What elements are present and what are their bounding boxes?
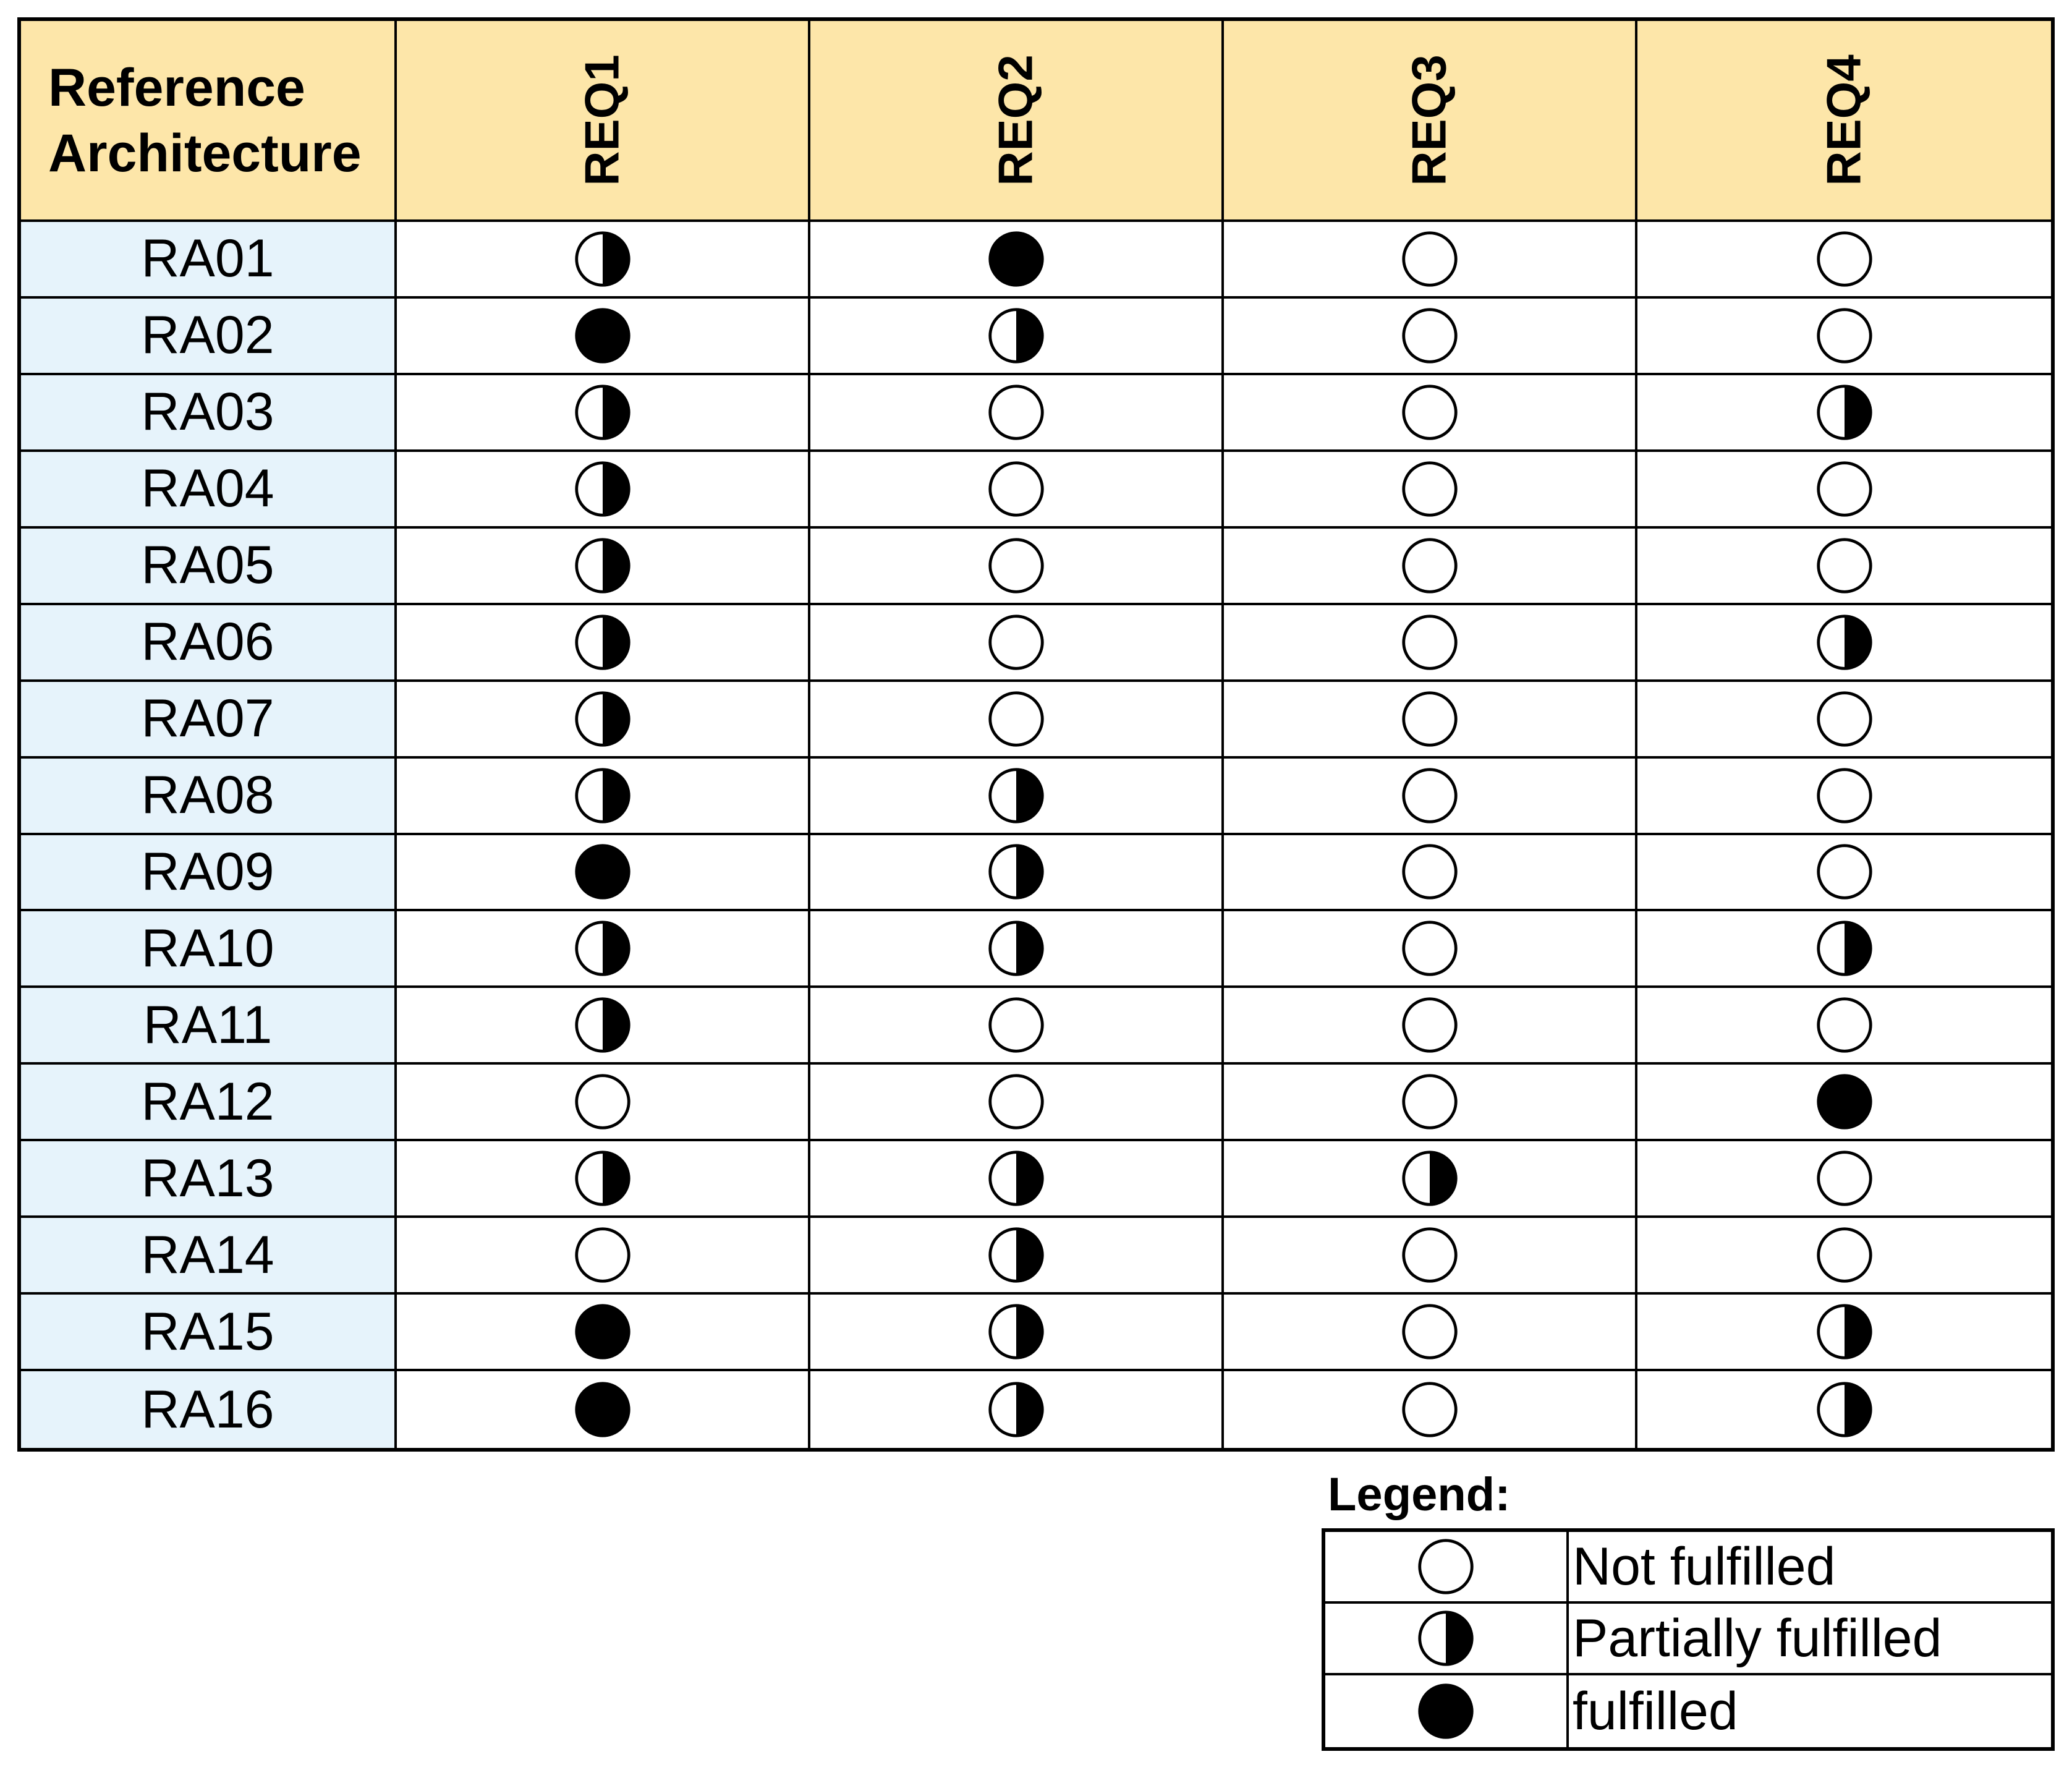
half-filled-circle-icon bbox=[573, 689, 632, 749]
status-cell bbox=[397, 299, 810, 375]
requirements-table bbox=[17, 17, 2055, 1452]
status-cell bbox=[1637, 299, 2051, 375]
filled-circle-icon bbox=[1815, 1072, 1874, 1131]
status-cell bbox=[397, 529, 810, 605]
row-label bbox=[21, 911, 397, 988]
empty-circle-icon bbox=[1400, 306, 1459, 365]
empty-circle-icon bbox=[1815, 306, 1874, 365]
row-label bbox=[21, 759, 397, 835]
status-cell bbox=[397, 988, 810, 1065]
half-filled-circle-icon bbox=[987, 919, 1046, 978]
column-header bbox=[1637, 21, 2051, 222]
row-label-text: RA03 bbox=[141, 382, 274, 442]
empty-circle-icon bbox=[1400, 995, 1459, 1055]
row-label-text: RA09 bbox=[141, 841, 274, 901]
corner-header-line: Reference bbox=[48, 57, 305, 117]
filled-circle-icon bbox=[987, 229, 1046, 289]
status-cell bbox=[1637, 375, 2051, 452]
empty-circle-icon bbox=[987, 383, 1046, 442]
row-label-text: RA07 bbox=[141, 689, 274, 749]
status-cell bbox=[1637, 1065, 2051, 1141]
half-filled-circle-icon bbox=[987, 1225, 1046, 1285]
legend-symbol bbox=[1325, 1675, 1569, 1747]
row-label-text: RA13 bbox=[141, 1148, 274, 1208]
column-header-label: REQ4 bbox=[1817, 54, 1871, 186]
status-cell bbox=[810, 299, 1224, 375]
status-cell bbox=[1224, 222, 1637, 299]
status-cell bbox=[810, 835, 1224, 912]
empty-circle-icon bbox=[987, 995, 1046, 1055]
status-cell bbox=[1637, 1371, 2051, 1448]
status-cell bbox=[397, 835, 810, 912]
half-filled-circle-icon bbox=[1815, 919, 1874, 978]
column-header-label: REQ2 bbox=[988, 54, 1043, 186]
empty-circle-icon bbox=[1400, 842, 1459, 901]
status-cell bbox=[1224, 605, 1637, 682]
legend-title: Legend: bbox=[1328, 1468, 1511, 1521]
row-label-text: RA05 bbox=[141, 535, 274, 595]
row-label bbox=[21, 299, 397, 375]
corner-header bbox=[21, 21, 397, 222]
status-cell bbox=[1637, 835, 2051, 912]
status-cell bbox=[1637, 911, 2051, 988]
status-cell bbox=[397, 759, 810, 835]
empty-circle-icon bbox=[987, 536, 1046, 595]
status-cell bbox=[397, 1218, 810, 1295]
status-cell bbox=[1637, 529, 2051, 605]
status-cell bbox=[810, 682, 1224, 759]
status-cell bbox=[1224, 1065, 1637, 1141]
half-filled-circle-icon bbox=[573, 383, 632, 442]
status-cell bbox=[1224, 1371, 1637, 1448]
filled-circle-icon bbox=[573, 1302, 632, 1361]
empty-circle-icon bbox=[1400, 536, 1459, 595]
half-filled-circle-icon bbox=[1416, 1609, 1475, 1668]
status-cell bbox=[1637, 682, 2051, 759]
status-cell bbox=[1224, 1295, 1637, 1371]
status-cell bbox=[1637, 222, 2051, 299]
corner-header-line: Architecture bbox=[48, 123, 362, 183]
status-cell bbox=[1224, 529, 1637, 605]
empty-circle-icon bbox=[1815, 459, 1874, 519]
row-label bbox=[21, 1141, 397, 1218]
legend-symbol bbox=[1325, 1604, 1569, 1675]
status-cell bbox=[1637, 452, 2051, 529]
status-cell bbox=[810, 1295, 1224, 1371]
status-cell bbox=[1224, 835, 1637, 912]
status-cell bbox=[1637, 988, 2051, 1065]
half-filled-circle-icon bbox=[1400, 1149, 1459, 1208]
row-label-text: RA12 bbox=[141, 1071, 274, 1131]
empty-circle-icon bbox=[1815, 229, 1874, 289]
status-cell bbox=[1224, 1218, 1637, 1295]
half-filled-circle-icon bbox=[987, 1380, 1046, 1439]
half-filled-circle-icon bbox=[573, 919, 632, 978]
half-filled-circle-icon bbox=[987, 1149, 1046, 1208]
row-label bbox=[21, 1295, 397, 1371]
row-label-text: RA11 bbox=[143, 995, 273, 1055]
empty-circle-icon bbox=[1416, 1537, 1475, 1596]
row-label bbox=[21, 605, 397, 682]
status-cell bbox=[810, 1141, 1224, 1218]
status-cell bbox=[810, 911, 1224, 988]
status-cell bbox=[1637, 1295, 2051, 1371]
status-cell bbox=[810, 375, 1224, 452]
filled-circle-icon bbox=[1416, 1682, 1475, 1741]
empty-circle-icon bbox=[1400, 1225, 1459, 1285]
half-filled-circle-icon bbox=[1815, 383, 1874, 442]
status-cell bbox=[1637, 1218, 2051, 1295]
row-label bbox=[21, 529, 397, 605]
status-cell bbox=[397, 605, 810, 682]
row-label-text: RA02 bbox=[141, 305, 274, 365]
column-header-label: REQ3 bbox=[1402, 54, 1456, 186]
empty-circle-icon bbox=[1815, 1149, 1874, 1208]
filled-circle-icon bbox=[573, 842, 632, 901]
half-filled-circle-icon bbox=[987, 306, 1046, 365]
empty-circle-icon bbox=[1815, 1225, 1874, 1285]
status-cell bbox=[397, 1141, 810, 1218]
row-label bbox=[21, 1065, 397, 1141]
row-label-text: RA01 bbox=[141, 229, 274, 289]
row-label-text: RA15 bbox=[141, 1301, 274, 1361]
half-filled-circle-icon bbox=[573, 229, 632, 289]
status-cell bbox=[397, 911, 810, 988]
column-header-label: REQ1 bbox=[575, 54, 629, 186]
status-cell bbox=[1637, 1141, 2051, 1218]
row-label-text: RA10 bbox=[141, 918, 274, 978]
empty-circle-icon bbox=[1815, 766, 1874, 825]
status-cell bbox=[810, 605, 1224, 682]
empty-circle-icon bbox=[1400, 613, 1459, 672]
status-cell bbox=[397, 222, 810, 299]
legend-label: Not fulfilled bbox=[1569, 1532, 2051, 1604]
column-header bbox=[1224, 21, 1637, 222]
status-cell bbox=[810, 1218, 1224, 1295]
status-cell bbox=[397, 452, 810, 529]
empty-circle-icon bbox=[1815, 842, 1874, 901]
row-label bbox=[21, 222, 397, 299]
status-cell bbox=[1637, 605, 2051, 682]
half-filled-circle-icon bbox=[987, 842, 1046, 901]
row-label bbox=[21, 835, 397, 912]
row-label-text: RA14 bbox=[141, 1225, 274, 1285]
status-cell bbox=[810, 1065, 1224, 1141]
half-filled-circle-icon bbox=[573, 459, 632, 519]
empty-circle-icon bbox=[1400, 229, 1459, 289]
empty-circle-icon bbox=[987, 689, 1046, 749]
filled-circle-icon bbox=[573, 1380, 632, 1439]
status-cell bbox=[397, 682, 810, 759]
status-cell bbox=[810, 1371, 1224, 1448]
row-label bbox=[21, 1371, 397, 1448]
empty-circle-icon bbox=[1400, 919, 1459, 978]
empty-circle-icon bbox=[1400, 766, 1459, 825]
row-label-text: RA06 bbox=[141, 612, 274, 672]
status-cell bbox=[1224, 759, 1637, 835]
column-header bbox=[810, 21, 1224, 222]
status-cell bbox=[1224, 1141, 1637, 1218]
status-cell bbox=[810, 988, 1224, 1065]
status-cell bbox=[1224, 682, 1637, 759]
empty-circle-icon bbox=[1400, 1380, 1459, 1439]
row-label bbox=[21, 682, 397, 759]
empty-circle-icon bbox=[1400, 459, 1459, 519]
status-cell bbox=[1224, 299, 1637, 375]
legend-label: Partially fulfilled bbox=[1569, 1604, 2051, 1675]
empty-circle-icon bbox=[987, 459, 1046, 519]
status-cell bbox=[810, 759, 1224, 835]
column-header bbox=[397, 21, 810, 222]
status-cell bbox=[397, 1295, 810, 1371]
half-filled-circle-icon bbox=[573, 536, 632, 595]
half-filled-circle-icon bbox=[573, 995, 632, 1055]
half-filled-circle-icon bbox=[987, 766, 1046, 825]
empty-circle-icon bbox=[1400, 383, 1459, 442]
empty-circle-icon bbox=[987, 613, 1046, 672]
row-label bbox=[21, 1218, 397, 1295]
half-filled-circle-icon bbox=[1815, 613, 1874, 672]
filled-circle-icon bbox=[573, 306, 632, 365]
status-cell bbox=[810, 222, 1224, 299]
empty-circle-icon bbox=[573, 1072, 632, 1131]
status-cell bbox=[1224, 375, 1637, 452]
empty-circle-icon bbox=[1400, 1072, 1459, 1131]
empty-circle-icon bbox=[1400, 1302, 1459, 1361]
status-cell bbox=[1637, 759, 2051, 835]
row-label bbox=[21, 988, 397, 1065]
legend-label: fulfilled bbox=[1573, 1681, 1738, 1741]
half-filled-circle-icon bbox=[1815, 1380, 1874, 1439]
status-cell bbox=[810, 529, 1224, 605]
legend-table bbox=[1322, 1528, 2055, 1751]
row-label-text: RA04 bbox=[141, 459, 274, 519]
row-label bbox=[21, 452, 397, 529]
row-label-text: RA16 bbox=[141, 1379, 274, 1439]
status-cell bbox=[1224, 911, 1637, 988]
half-filled-circle-icon bbox=[573, 613, 632, 672]
empty-circle-icon bbox=[987, 1072, 1046, 1131]
half-filled-circle-icon bbox=[573, 766, 632, 825]
status-cell bbox=[397, 375, 810, 452]
status-cell bbox=[397, 1065, 810, 1141]
empty-circle-icon bbox=[573, 1225, 632, 1285]
status-cell bbox=[1224, 452, 1637, 529]
empty-circle-icon bbox=[1815, 689, 1874, 749]
empty-circle-icon bbox=[1815, 536, 1874, 595]
status-cell bbox=[1224, 988, 1637, 1065]
row-label bbox=[21, 375, 397, 452]
half-filled-circle-icon bbox=[573, 1149, 632, 1208]
half-filled-circle-icon bbox=[987, 1302, 1046, 1361]
row-label-text: RA08 bbox=[141, 765, 274, 825]
legend-symbol bbox=[1325, 1532, 1569, 1604]
empty-circle-icon bbox=[1400, 689, 1459, 749]
status-cell bbox=[810, 452, 1224, 529]
half-filled-circle-icon bbox=[1815, 1302, 1874, 1361]
empty-circle-icon bbox=[1815, 995, 1874, 1055]
status-cell bbox=[397, 1371, 810, 1448]
